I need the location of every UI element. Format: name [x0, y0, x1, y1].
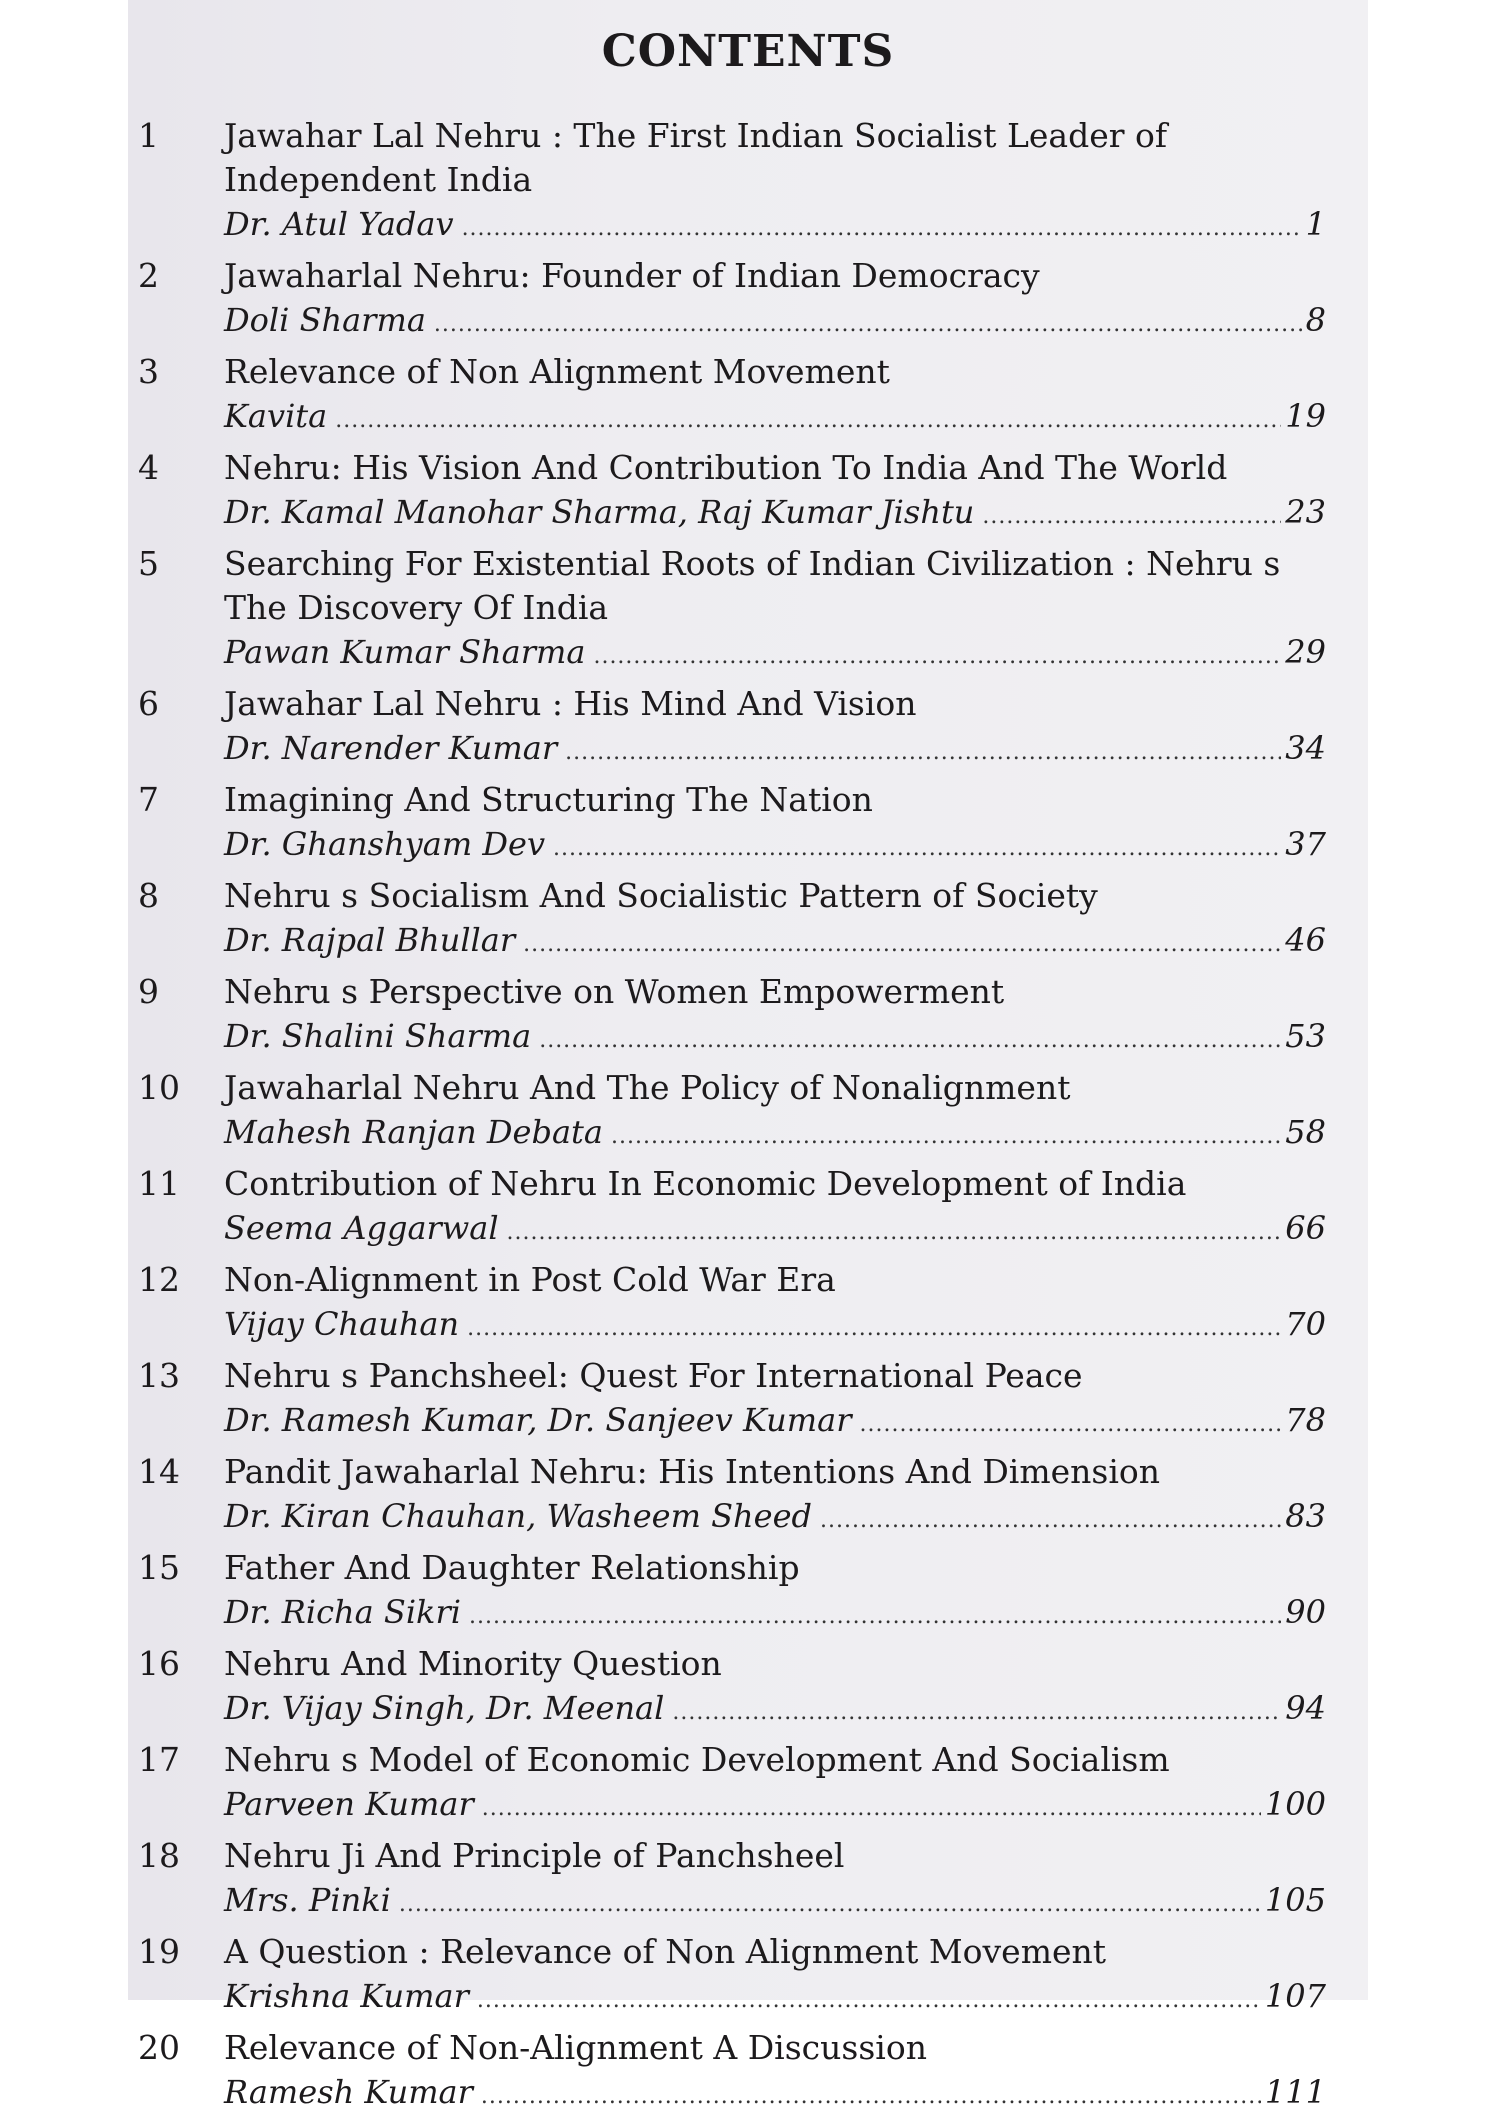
entry-title: Nehru s Perspective on Women Empowerment: [224, 972, 1005, 1011]
entry-number: 9: [138, 972, 159, 1011]
dot-leader: [507, 1211, 1282, 1255]
contents-entry: [138, 1642, 1348, 1735]
contents-entry: [138, 1162, 1348, 1255]
entry-author: Vijay Chauhan: [224, 1305, 460, 1343]
contents-entry: [138, 446, 1348, 539]
dot-leader: [462, 207, 1302, 251]
dot-leader: [565, 731, 1281, 775]
entry-author: Dr. Rajpal Bhullar: [224, 921, 516, 959]
entry-page-number: 8: [1305, 301, 1326, 339]
contents-entry: [138, 682, 1348, 775]
dot-leader: [469, 1595, 1281, 1639]
entry-author: Dr. Kiran Chauhan, Washeem Sheed: [224, 1497, 812, 1535]
contents-entry: [138, 350, 1348, 443]
entry-author-line: [224, 1014, 1326, 1063]
entry-author: Dr. Narender Kumar: [224, 729, 558, 767]
entry-page-number: 105: [1264, 1881, 1326, 1919]
entry-author-line: [224, 630, 1326, 679]
entry-title: A Question : Relevance of Non Alignment Movement: [224, 1932, 1107, 1971]
contents-entry: [138, 778, 1348, 871]
entry-page-number: 19: [1285, 397, 1326, 435]
entry-title: Jawahar Lal Nehru : His Mind And Vision: [224, 684, 917, 723]
dot-leader: [611, 1115, 1281, 1159]
entry-author: Pawan Kumar Sharma: [224, 633, 586, 671]
entry-author: Mrs. Pinki: [224, 1881, 391, 1919]
entry-number: 19: [138, 1932, 180, 1971]
entry-author-line: [224, 1878, 1326, 1927]
entry-number: 4: [138, 448, 159, 487]
dot-leader: [399, 1883, 1261, 1927]
entry-page-number: 111: [1264, 2073, 1326, 2111]
entry-author: Ramesh Kumar: [224, 2073, 473, 2111]
entry-author: Krishna Kumar: [224, 1977, 469, 2015]
entry-author: Dr. Kamal Manohar Sharma, Raj Kumar Jishtu: [224, 493, 975, 531]
entry-author-line: [224, 298, 1326, 347]
entry-number: 17: [138, 1740, 180, 1779]
entry-number: 8: [138, 876, 159, 915]
entry-author-line: [224, 1782, 1326, 1831]
entry-author: Mahesh Ranjan Debata: [224, 1113, 603, 1151]
contents-entry: [138, 1450, 1348, 1543]
entry-author-line: [224, 822, 1326, 871]
dot-leader: [523, 923, 1281, 967]
dot-leader: [467, 1307, 1281, 1351]
entry-title: Contribution of Nehru In Economic Development of India: [224, 1164, 1187, 1203]
entry-page-number: 90: [1285, 1593, 1326, 1631]
dot-leader: [593, 635, 1281, 679]
dot-leader: [860, 1403, 1282, 1447]
entry-title: Nehru: His Vision And Contribution To India And The World: [224, 448, 1228, 487]
entry-page-number: 107: [1264, 1977, 1326, 2015]
entry-author: Doli Sharma: [224, 301, 426, 339]
entry-title: Nehru Ji And Principle of Panchsheel: [224, 1836, 845, 1875]
entry-author: Dr. Atul Yadav: [224, 205, 454, 243]
contents-entry: [138, 114, 1348, 251]
entry-title: Jawaharlal Nehru And The Policy of Nonalignment: [224, 1068, 1071, 1107]
entry-page-number: 83: [1285, 1497, 1326, 1535]
contents-entry: [138, 542, 1348, 679]
dot-leader: [982, 495, 1281, 539]
entry-number: 13: [138, 1356, 180, 1395]
entry-author-line: [224, 202, 1326, 251]
dot-leader: [672, 1691, 1281, 1735]
entry-author-line: [224, 394, 1326, 443]
contents-entry: [138, 2026, 1348, 2119]
entry-author: Dr. Richa Sikri: [224, 1593, 461, 1631]
entry-number: 11: [138, 1164, 180, 1203]
entry-author: Parveen Kumar: [224, 1785, 474, 1823]
entry-number: 16: [138, 1644, 180, 1683]
contents-list: [138, 114, 1348, 2122]
dot-leader: [434, 303, 1302, 347]
entry-author-line: [224, 1302, 1326, 1351]
entry-author-line: [224, 1110, 1326, 1159]
entry-author: Dr. Ramesh Kumar, Dr. Sanjeev Kumar: [224, 1401, 852, 1439]
contents-entry: [138, 1834, 1348, 1927]
contents-entry: [138, 1546, 1348, 1639]
dot-leader: [335, 399, 1281, 443]
entry-page-number: 34: [1285, 729, 1326, 767]
entry-page-number: 23: [1285, 493, 1326, 531]
entry-page-number: 46: [1285, 921, 1326, 959]
entry-author: Dr. Vijay Singh, Dr. Meenal: [224, 1689, 665, 1727]
dot-leader: [539, 1019, 1281, 1063]
entry-page-number: 66: [1285, 1209, 1326, 1247]
entry-author-line: [224, 490, 1326, 539]
entry-number: 14: [138, 1452, 180, 1491]
entry-number: 5: [138, 544, 159, 583]
entry-number: 7: [138, 780, 159, 819]
entry-author-line: [224, 1494, 1326, 1543]
entry-author: Dr. Shalini Sharma: [224, 1017, 532, 1055]
entry-number: 12: [138, 1260, 180, 1299]
entry-title: Relevance of Non-Alignment A Discussion: [224, 2028, 927, 2067]
entry-title: Nehru s Model of Economic Development And Socialism: [224, 1740, 1170, 1779]
entry-author-line: [224, 1686, 1326, 1735]
entry-author: Kavita: [224, 397, 328, 435]
dot-leader: [481, 2075, 1261, 2119]
entry-title: Pandit Jawaharlal Nehru: His Intentions And Dimension: [224, 1452, 1161, 1491]
entry-page-number: 53: [1285, 1017, 1326, 1055]
entry-number: 2: [138, 256, 159, 295]
entry-title: Jawahar Lal Nehru : The First Indian Socialist Leader of Independent India: [224, 116, 1168, 199]
entry-page-number: 58: [1285, 1113, 1326, 1151]
contents-entry: [138, 1738, 1348, 1831]
contents-entry: [138, 970, 1348, 1063]
entry-author-line: [224, 726, 1326, 775]
entry-title: Imagining And Structuring The Nation: [224, 780, 873, 819]
dot-leader: [553, 827, 1281, 871]
entry-number: 18: [138, 1836, 180, 1875]
entry-author: Dr. Ghanshyam Dev: [224, 825, 546, 863]
entry-title: Relevance of Non Alignment Movement: [224, 352, 890, 391]
entry-title: Nehru s Socialism And Socialistic Pattern of Society: [224, 876, 1098, 915]
entry-page-number: 100: [1264, 1785, 1326, 1823]
entry-number: 10: [138, 1068, 180, 1107]
entry-author-line: [224, 2070, 1326, 2119]
entry-page-number: 78: [1285, 1401, 1326, 1439]
contents-entry: [138, 874, 1348, 967]
entry-page-number: 94: [1285, 1689, 1326, 1727]
contents-entry: [138, 1258, 1348, 1351]
entry-author-line: [224, 1590, 1326, 1639]
entry-author: Seema Aggarwal: [224, 1209, 499, 1247]
entry-title: Jawaharlal Nehru: Founder of Indian Democracy: [224, 256, 1040, 295]
entry-page-number: 1: [1305, 205, 1326, 243]
entry-author-line: [224, 1206, 1326, 1255]
contents-entry: [138, 1930, 1348, 2023]
entry-author-line: [224, 1398, 1326, 1447]
entry-number: 1: [138, 116, 159, 155]
entry-number: 20: [138, 2028, 180, 2067]
entry-number: 15: [138, 1548, 180, 1587]
entry-title: Nehru s Panchsheel: Quest For International Peace: [224, 1356, 1083, 1395]
book-page: [128, 0, 1368, 2111]
entry-number: 3: [138, 352, 159, 391]
entry-number: 6: [138, 684, 159, 723]
dot-leader: [477, 1979, 1261, 2023]
contents-entry: [138, 254, 1348, 347]
entry-title: Nehru And Minority Question: [224, 1644, 722, 1683]
dot-leader: [482, 1787, 1261, 1831]
entry-title: Searching For Existential Roots of Indian Civilization : Nehru s The Discovery Of India: [224, 544, 1281, 627]
entry-page-number: 29: [1285, 633, 1326, 671]
entry-title: Non-Alignment in Post Cold War Era: [224, 1260, 836, 1299]
contents-entry: [138, 1066, 1348, 1159]
entry-page-number: 70: [1285, 1305, 1326, 1343]
entry-author-line: [224, 1974, 1326, 2023]
entry-title: Father And Daughter Relationship: [224, 1548, 800, 1587]
entry-author-line: [224, 918, 1326, 967]
dot-leader: [820, 1499, 1281, 1543]
contents-entry: [138, 1354, 1348, 1447]
entry-page-number: 37: [1285, 825, 1326, 863]
page-title: CONTENTS: [601, 26, 895, 77]
